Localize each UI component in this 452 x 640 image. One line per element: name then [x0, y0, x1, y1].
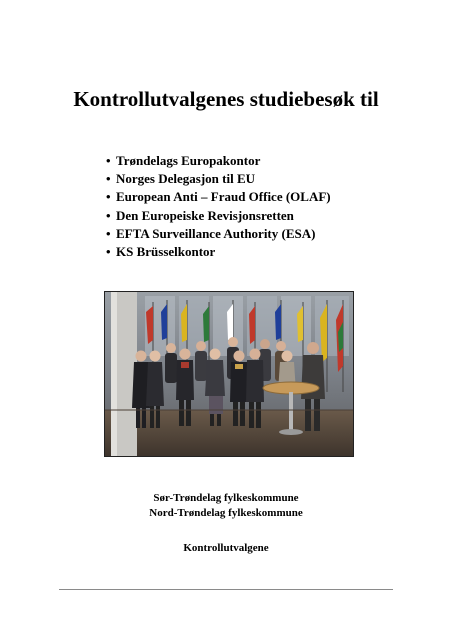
bullet-icon: •	[106, 171, 111, 187]
group-photo	[104, 291, 354, 457]
list-item	[106, 188, 331, 206]
bullet-icon: •	[106, 153, 111, 168]
document-title: Kontrollutvalgenes studiebesøk til	[73, 87, 379, 111]
visit-list	[106, 152, 331, 261]
bullet-icon: •	[106, 244, 111, 260]
bullet-icon: •	[106, 189, 111, 205]
footer-divider	[59, 589, 393, 590]
list-item	[106, 225, 331, 243]
list-item	[106, 243, 331, 261]
list-item	[106, 152, 331, 170]
organizations-block	[0, 491, 452, 521]
bullet-icon: •	[106, 225, 111, 241]
organization-name: Nord-Trøndelag fylkeskommune	[149, 507, 303, 519]
bullet-icon: •	[106, 207, 111, 223]
list-item-label: European Anti – Fraud Office (OLAF)	[116, 189, 331, 205]
list-item-label: Den Europeiske Revisjonsretten	[116, 207, 294, 223]
list-item	[106, 170, 331, 188]
list-item-label: Norges Delegasjon til EU	[116, 171, 256, 187]
list-item-label: EFTA Surveillance Authority (ESA)	[116, 225, 316, 241]
group-photo-illustration	[105, 292, 353, 456]
list-item-label: KS Brüsselkontor	[116, 244, 216, 260]
list-item-label: Trøndelags Europakontor	[116, 153, 261, 168]
list-item	[106, 207, 331, 225]
department-name: Kontrollutvalgene	[183, 542, 269, 554]
organization-name: Sør-Trøndelag fylkeskommune	[153, 492, 299, 504]
